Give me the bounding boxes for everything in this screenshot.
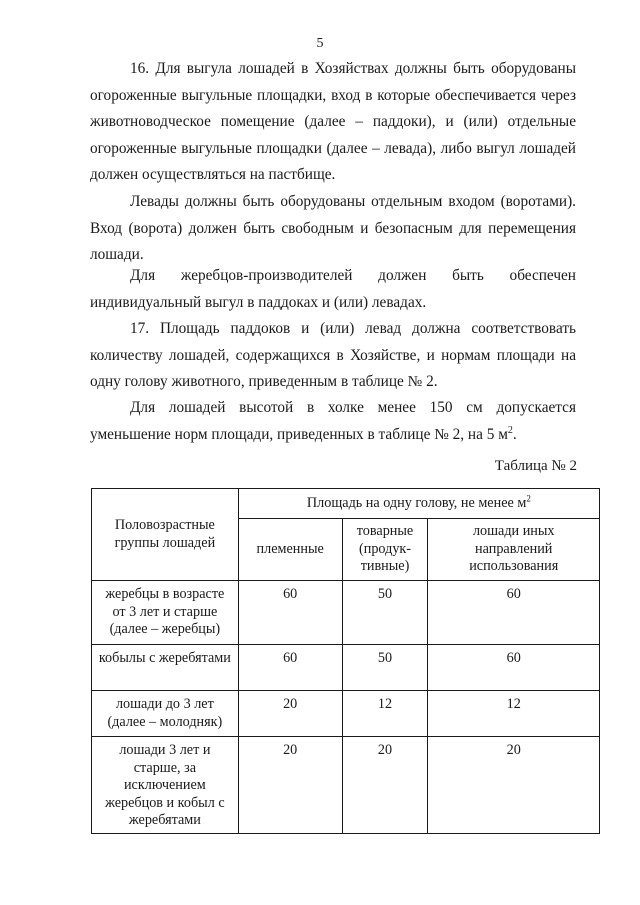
header-area-text: Площадь на одну голову, не менее м	[306, 494, 527, 511]
table-row	[92, 691, 600, 737]
row-group: лошади до 3 лет (далее – молодняк)	[92, 691, 239, 737]
cell-value: 20	[342, 737, 428, 834]
paragraph-17: 17. Площадь паддоков и (или) левад должна соответствовать количеству лошадей, содержащихся в Хозяйстве, и нормам площади на одну голову животного, приведенным в таблице № 2.	[90, 320, 576, 390]
header-breeding: племенные	[238, 519, 342, 581]
area-norms-table	[91, 488, 600, 834]
cell-value: 60	[428, 581, 600, 645]
header-area	[238, 489, 599, 519]
cell-value: 12	[428, 691, 600, 737]
page-number: 5	[316, 36, 324, 51]
cell-value: 50	[342, 645, 428, 691]
header-area-sup: 2	[526, 493, 531, 504]
cell-value: 60	[238, 645, 342, 691]
cell-value: 20	[238, 691, 342, 737]
paragraph-levady: Левады должны быть оборудованы отдельным входом (воротами). Вход (ворота) должен быть свободным и безопасным для перемещения лошади.	[90, 193, 576, 263]
paragraph-height-reduction	[90, 395, 576, 448]
table-row	[92, 737, 600, 834]
table-row	[92, 581, 600, 645]
paragraph-height-tail: .	[512, 425, 517, 443]
paragraph-stallions: Для жеребцов-производителей должен быть обеспечен индивидуальный выгул в паддоках и (или) левадах.	[90, 267, 576, 311]
row-group: лошади 3 лет и старше, за исключением жеребцов и кобыл с жеребятами	[92, 737, 239, 834]
cell-value: 50	[342, 581, 428, 645]
paragraph-16: 16. Для выгула лошадей в Хозяйствах должны быть оборудованы огороженные выгульные площадки, вход в которые обеспечивается через животноводческое помещение (далее – паддоки), и (или) отдельные огороженные выгульные площадки (далее – левада), либо выгул лошадей должен осуществляться на пастбище.	[90, 60, 576, 183]
cell-value: 20	[238, 737, 342, 834]
row-group: кобылы с жеребятами	[92, 645, 239, 691]
table-caption: Таблица № 2	[494, 458, 577, 474]
cell-value: 60	[238, 581, 342, 645]
header-groups: Половозрастные группы лошадей	[92, 489, 239, 581]
row-group: жеребцы в возрасте от 3 лет и старше (далее – жеребцы)	[92, 581, 239, 645]
cell-value: 60	[428, 645, 600, 691]
superscript-2: 2	[507, 424, 513, 436]
header-commercial: товарные (продук-тивные)	[342, 519, 428, 581]
paragraph-height-text: Для лошадей высотой в холке менее 150 см допускается уменьшение норм площади, приведенных в таблице № 2, на 5 м	[90, 399, 576, 443]
cell-value: 20	[428, 737, 600, 834]
cell-value: 12	[342, 691, 428, 737]
header-other-use: лошади иных направлений использования	[428, 519, 600, 581]
table-row	[92, 645, 600, 691]
